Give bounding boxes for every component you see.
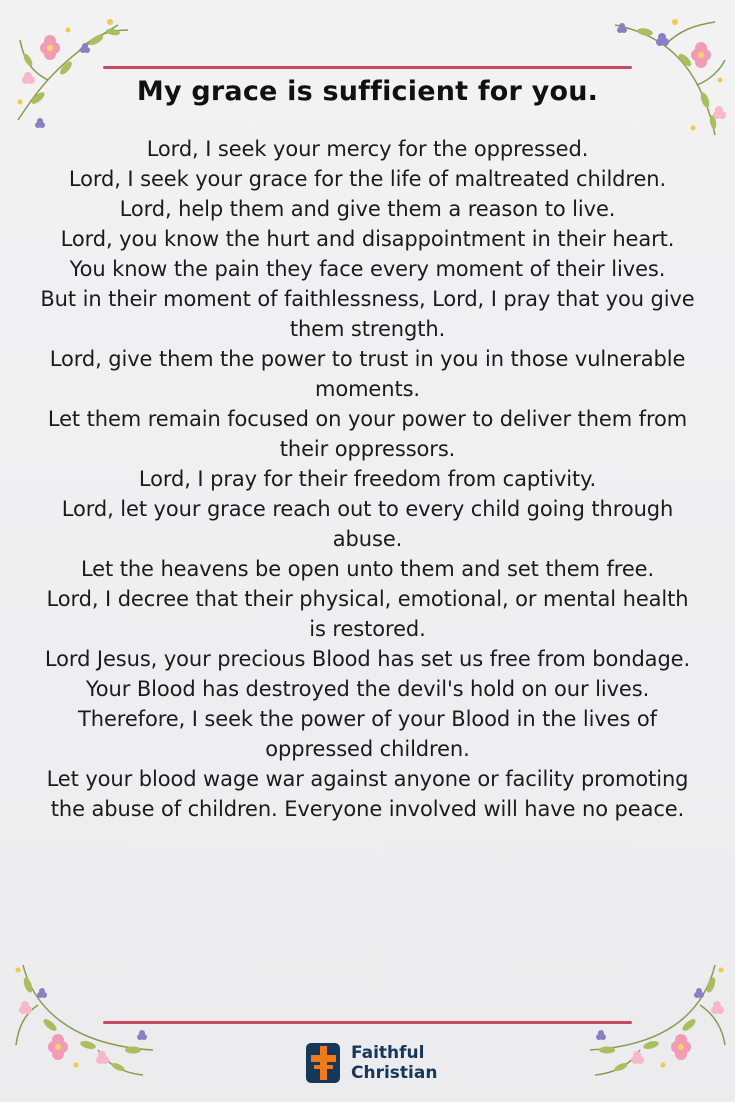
prayer-line: Let your blood wage war against anyone or facility promoting the abuse of children. Everyone involved will have no peace. <box>46 767 689 821</box>
prayer-line: Lord, I pray for their freedom from captivity. <box>138 467 597 491</box>
prayer-line: Lord, I seek your grace for the life of maltreated children. <box>68 167 667 191</box>
prayer-line: Lord, help them and give them a reason to live. <box>119 197 616 221</box>
prayer-text <box>38 134 697 824</box>
floral-corner-bottom-right <box>585 955 730 1080</box>
logo-line-1: Faithful <box>351 1043 425 1063</box>
prayer-line: Therefore, I seek the power of your Blood in the lives of oppressed children. <box>78 707 657 761</box>
prayer-line: Let them remain focused on your power to deliver them from their oppressors. <box>47 407 688 461</box>
prayer-line: You know the pain they face every moment of their lives. <box>69 257 666 281</box>
prayer-line: Lord, give them the power to trust in you in those vulnerable moments. <box>49 347 686 401</box>
prayer-line: Lord, I seek your mercy for the oppressed. <box>146 137 589 161</box>
cross-icon <box>303 1040 343 1086</box>
logo-line-2: Christian <box>351 1063 438 1083</box>
prayer-line: Let the heavens be open unto them and set them free. <box>80 557 655 581</box>
bottom-divider <box>103 1021 632 1024</box>
faithful-christian-logo <box>303 1040 453 1086</box>
prayer-line: Lord, let your grace reach out to every child going through abuse. <box>61 497 674 551</box>
top-divider <box>103 66 632 69</box>
prayer-line: Lord Jesus, your precious Blood has set us free from bondage. <box>44 647 691 671</box>
prayer-line: But in their moment of faithlessness, Lord, I pray that you give them strength. <box>40 287 695 341</box>
floral-corner-top-right <box>605 10 730 140</box>
floral-corner-top-left <box>8 10 138 135</box>
prayer-line: Lord, I decree that their physical, emotional, or mental health is restored. <box>46 587 689 641</box>
floral-corner-bottom-left <box>8 955 158 1080</box>
prayer-line: Your Blood has destroyed the devil's hold on our lives. <box>85 677 650 701</box>
page-title: My grace is sufficient for you. <box>136 76 599 107</box>
prayer-line: Lord, you know the hurt and disappointment in their heart. <box>60 227 675 251</box>
logo-wordmark <box>351 1043 437 1083</box>
